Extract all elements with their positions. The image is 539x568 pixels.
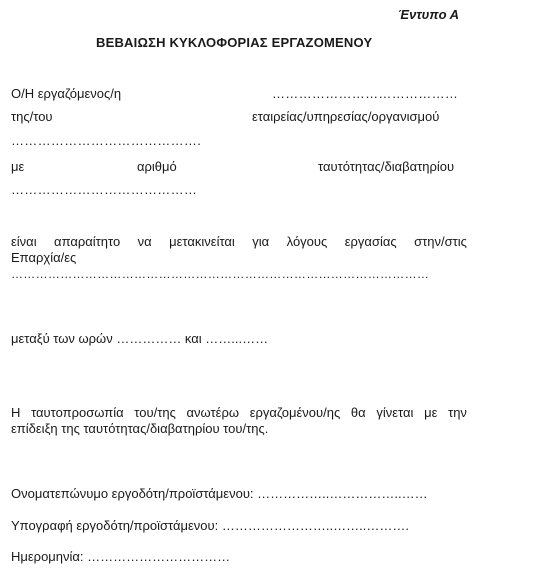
identity-word: γίνεται [376, 405, 414, 420]
identity-word: την [448, 405, 467, 420]
travel-sentence [11, 234, 467, 250]
identity-word: του/της [134, 405, 176, 420]
date-field[interactable]: Ημερομηνία: …………………………… [11, 549, 231, 564]
identity-word: ταυτοπροσωπία [31, 405, 124, 420]
identity-word: θα [350, 405, 366, 420]
identity-word: με [424, 405, 438, 420]
id-label: ταυτότητας/διαβατηρίου [318, 159, 455, 174]
organization-label: εταιρείας/υπηρεσίας/οργανισμού [252, 109, 440, 124]
region-label: Επαρχία/ες [11, 250, 77, 265]
travel-word: απαραίτητο [54, 234, 121, 249]
travel-word: είναι [11, 234, 37, 249]
travel-word: να [137, 234, 152, 249]
travel-word: λόγους [286, 234, 328, 249]
identity-sentence [11, 405, 467, 421]
travel-word: μετακινείται [169, 234, 235, 249]
region-field[interactable]: ………………………………………………………………………………………… [11, 267, 430, 281]
identity-line-2: επίδειξη της ταυτότητας/διαβατηρίου του/της. [11, 421, 269, 436]
identity-word: ανωτέρω [186, 405, 239, 420]
of-label: της/του [11, 109, 53, 124]
employee-label: Ο/Η εργαζόμενος/η [11, 86, 122, 101]
number-label: αριθμό [137, 159, 177, 174]
id-number-field[interactable]: …………………………………… [11, 182, 198, 197]
form-code: Έντυπο Α [398, 7, 460, 22]
identity-word: εργαζομένου/ης [249, 405, 341, 420]
travel-word: για [252, 234, 270, 249]
organization-field[interactable]: ……………………………………. [11, 133, 202, 148]
travel-word: εργασίας [344, 234, 397, 249]
employer-signature-field[interactable]: Υπογραφή εργοδότη/προϊστάμενου: ……………………..……..………. [11, 518, 409, 533]
identity-word: Η [11, 405, 21, 420]
travel-word: στην/στις [414, 234, 467, 249]
document-title: ΒΕΒΑΙΩΣΗ ΚΥΚΛΟΦΟΡΙΑΣ ΕΡΓΑΖΟΜΕΝΟΥ [96, 35, 373, 50]
employee-name-field[interactable]: …………………………………… [272, 86, 459, 101]
employer-name-field[interactable]: Ονοματεπώνυμο εργοδότη/προϊστάμενου: ……………..……………..…… [11, 486, 428, 501]
with-label: με [11, 159, 25, 174]
hours-line[interactable]: μεταξύ των ωρών …………… και ……...…… [11, 331, 269, 346]
